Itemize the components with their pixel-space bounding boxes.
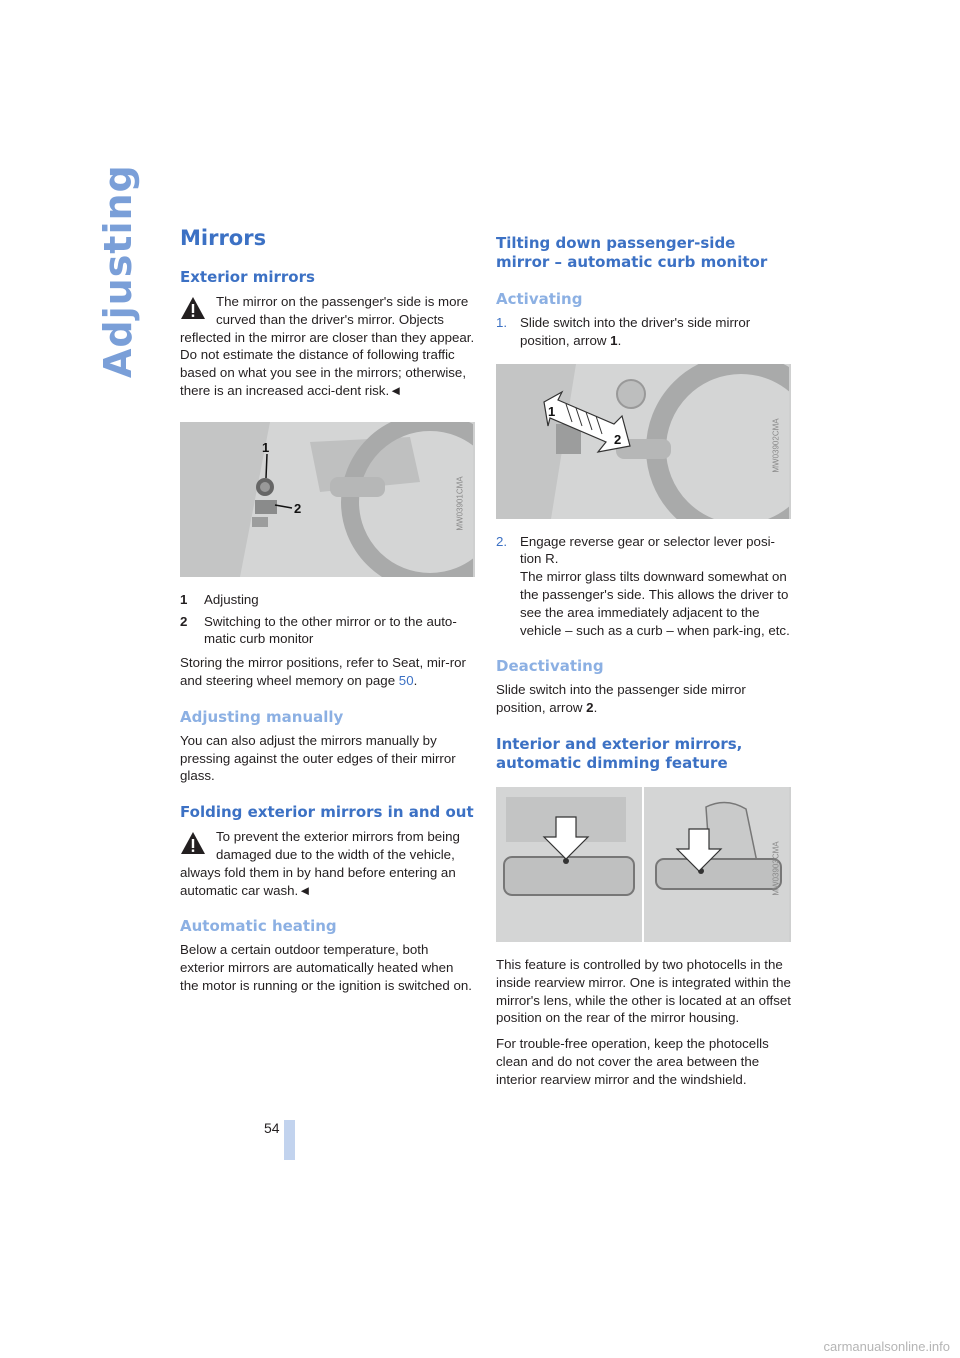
activating-steps-continued [496,533,791,640]
heading-folding-mirrors: Folding exterior mirrors in and out [180,803,474,822]
figure-rearview-mirror-photocells [496,787,791,942]
heading-tilting-mirror: Tilting down passenger-side mirror – automatic curb monitor [496,234,768,271]
heading-automatic-heating: Automatic heating [180,917,337,936]
figure-curb-monitor-switch [496,364,791,519]
warning-block-curved-mirror [180,293,475,400]
warning-triangle-icon [180,830,206,856]
curb-monitor-switch-illustration [496,364,789,519]
warning-text-car-wash: To prevent the exterior mirrors from being damaged due to the width of the vehicle, always fold them in by hand before entering an automatic car wash.◄ [180,829,460,898]
warning-block-car-wash [180,828,475,899]
warning-text-curved-mirror: The mirror on the passenger's side is more curved than the driver's mirror. Objects reflected in the mirror are closer than they appear. Do not estimate the distance of following traffic based on what you see in the mirrors; otherwise, there is an increased acci-dent risk.◄ [180,294,475,398]
mirror-switch-illustration [180,422,473,577]
heading-mirrors: Mirrors [180,226,267,250]
storing-positions-text: Storing the mirror positions, refer to Seat, mir-ror and steering wheel memory on page 50. [180,655,466,688]
dimming-text-2: For trouble-free operation, keep the photocells clean and do not cover the area between the interior rearview mirror and the windshield. [496,1036,769,1087]
watermark-text: carmanualsonline.info [823,1339,950,1354]
figure2-label-1: 1 [548,403,556,419]
heading-deactivating: Deactivating [496,657,604,676]
rearview-mirror-illustration [496,787,789,942]
page-edge-bar [284,1120,295,1160]
page-number: 54 [264,1120,280,1136]
warning-triangle-icon [180,295,206,321]
legend-item-1: 1 Adjusting [180,591,259,607]
figure3-code: MW03903CMA [771,841,781,897]
page-50-link[interactable]: 50 [398,672,414,688]
figure2-code: MW03902CMA [771,418,781,473]
heading-activating: Activating [496,290,583,308]
legend-item-2: 2 Switching to the other mirror or to the auto-matic curb monitor [180,613,457,647]
activating-steps [496,314,791,350]
left-column [180,226,475,1003]
figure1-label-1: 1 [262,439,270,455]
figure-mirror-switch [180,422,475,577]
chapter-side-title: Adjusting [96,164,140,378]
heading-exterior-mirrors: Exterior mirrors [180,268,315,286]
heading-adjusting-manually: Adjusting manually [180,707,344,726]
deactivating-text: Slide switch into the passenger side mirror position, arrow 2. [496,682,746,716]
step-2: 2. Engage reverse gear or selector lever posi-tion R. The mirror glass tilts downward somewhat on the passenger's side. This allows the driver to see the area immediately adjacent to the vehicle – such as a curb – when park-ing, etc. [496,533,790,638]
figure2-label-2: 2 [614,431,622,447]
figure1-code: MW03901CMA [455,476,465,531]
right-column [496,226,791,1097]
step-1: 1. Slide switch into the driver's side mirror position, arrow 1. [496,315,751,348]
adjusting-manually-text: You can also adjust the mirrors manually by pressing against the outer edges of their mirror glass. [180,732,456,784]
dimming-text-1: This feature is controlled by two photocells in the inside rearview mirror. One is integrated within the mirror's lens, while the other is located at an offset position on the rear of the mirror housing. [496,956,791,1026]
automatic-heating-text: Below a certain outdoor temperature, both exterior mirrors are automatically heated when the motor is running or the ignition is switched on. [180,942,472,993]
heading-auto-dimming: Interior and exterior mirrors, automatic dimming feature [496,734,743,772]
figure1-label-2: 2 [294,500,302,516]
